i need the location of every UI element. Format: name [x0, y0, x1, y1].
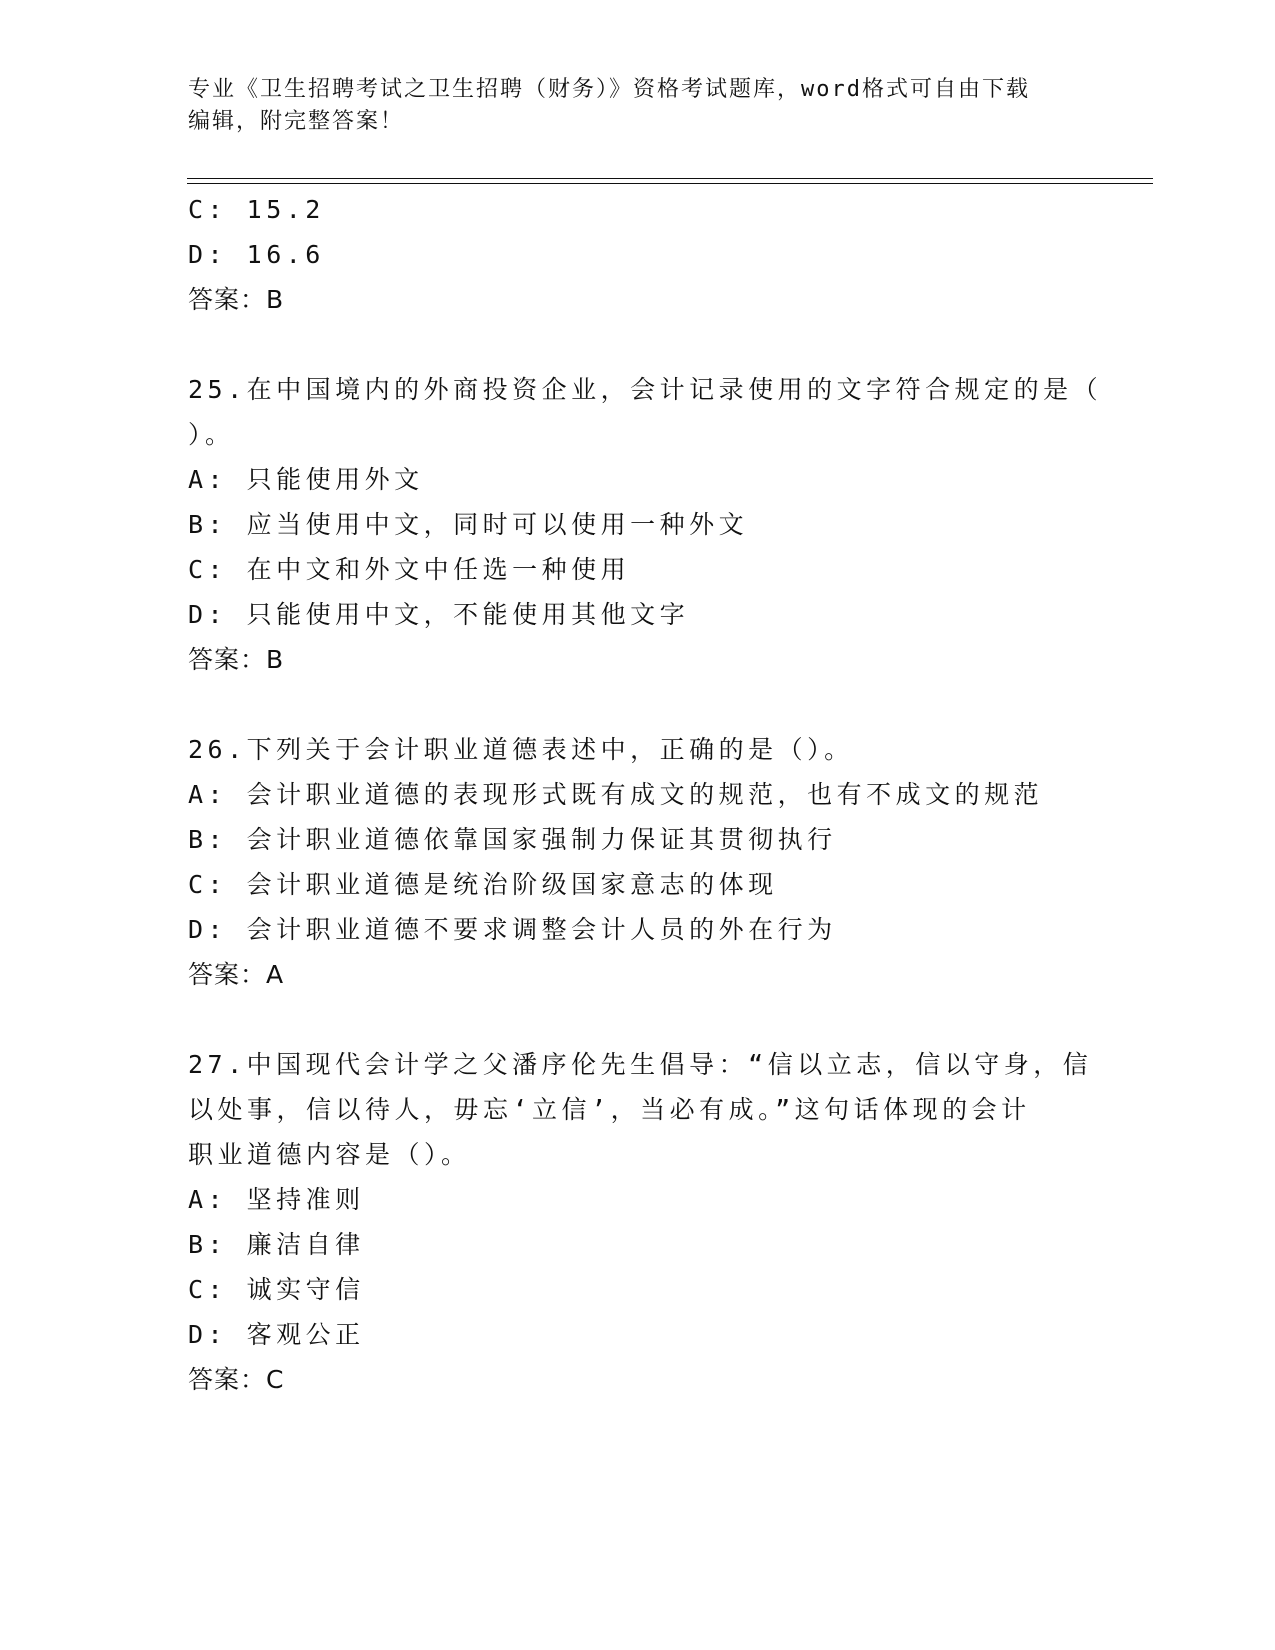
- q26-answer: 答案：A: [188, 960, 285, 989]
- q27-stem-line-3: 职业道德内容是（）。: [188, 1140, 471, 1169]
- q25-option-c: C: 在中文和外文中任选一种使用: [188, 555, 631, 584]
- header-divider-bottom: [187, 183, 1153, 184]
- q25-stem-line-1: 25.在中国境内的外商投资企业，会计记录使用的文字符合规定的是（: [188, 375, 1103, 404]
- q25-option-b: B: 应当使用中文，同时可以使用一种外文: [188, 510, 749, 539]
- q27-option-d: D: 客观公正: [188, 1320, 365, 1349]
- q27-option-c: C: 诚实守信: [188, 1275, 365, 1304]
- q27-option-a: A: 坚持准则: [188, 1185, 365, 1214]
- q26-option-b: B: 会计职业道德依靠国家强制力保证其贯彻执行: [188, 825, 837, 854]
- q25-stem-line-2: ）。: [188, 420, 235, 449]
- header-line-1: 专业《卫生招聘考试之卫生招聘（财务）》资格考试题库，word格式可自由下载: [188, 77, 1030, 102]
- q27-stem-line-2: 以处事，信以待人，毋忘‘立信’，当必有成。”这句话体现的会计: [188, 1095, 1031, 1124]
- q25-option-d: D: 只能使用中文，不能使用其他文字: [188, 600, 690, 629]
- prev-option-c: C: 15.2: [188, 195, 325, 224]
- q27-answer: 答案：C: [188, 1365, 285, 1394]
- prev-answer: 答案：B: [188, 285, 285, 314]
- q27-stem-line-1: 27.中国现代会计学之父潘序伦先生倡导：“信以立志，信以守身，信: [188, 1050, 1093, 1079]
- q27-option-b: B: 廉洁自律: [188, 1230, 365, 1259]
- header-divider-top: [187, 178, 1153, 179]
- q25-answer: 答案：B: [188, 645, 285, 674]
- header-line-2: 编辑，附完整答案！: [188, 109, 405, 134]
- q25-option-a: A: 只能使用外文: [188, 465, 424, 494]
- q26-option-a: A: 会计职业道德的表现形式既有成文的规范，也有不成文的规范: [188, 780, 1044, 809]
- q26-option-d: D: 会计职业道德不要求调整会计人员的外在行为: [188, 915, 837, 944]
- document-header: [188, 74, 1088, 138]
- prev-option-d: D: 16.6: [188, 240, 325, 269]
- q26-option-c: C: 会计职业道德是统治阶级国家意志的体现: [188, 870, 778, 899]
- q26-stem-line-1: 26.下列关于会计职业道德表述中，正确的是（）。: [188, 735, 854, 764]
